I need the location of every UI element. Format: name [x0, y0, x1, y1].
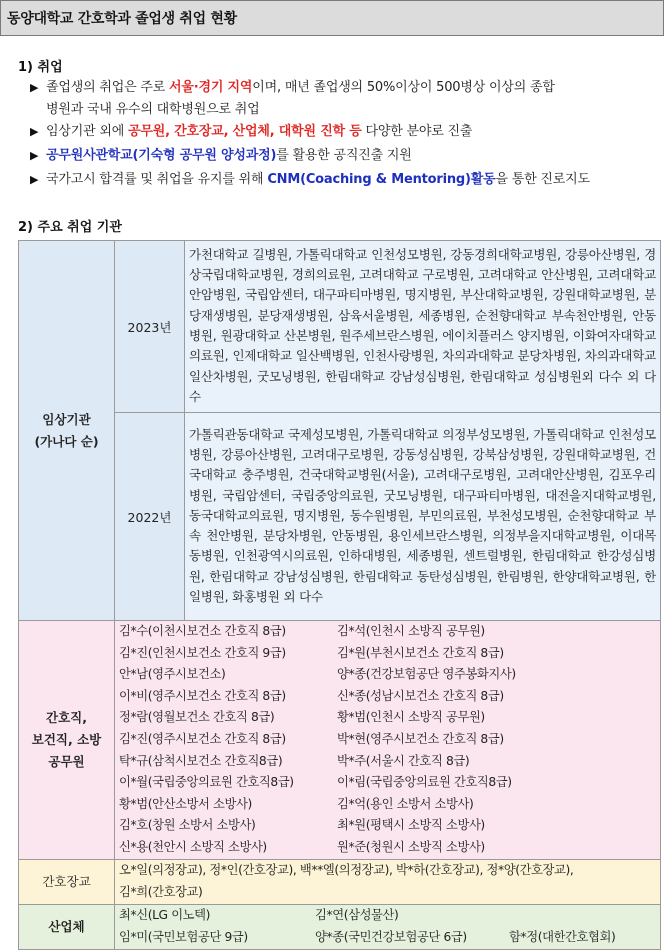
clinical-category: 임상기관 (가나다 순) — [19, 241, 115, 621]
list-item: 김*석(인천시 소방직 공무원) — [337, 624, 485, 638]
bullet-2: ▶ 임상기관 외에 공무원, 간호장교, 산업체, 대학원 진학 등 다양한 분야로 진출 — [30, 121, 658, 143]
list-item: 이*월(국립중앙의료원 간호직8급) — [119, 775, 294, 790]
list-item: 김*원(부천시보건소 간호직 8급) — [337, 645, 504, 660]
list-item: 안*남(영주시보건소) — [119, 667, 226, 682]
list-item: 임*미(국민보험공단 9급) — [119, 929, 248, 944]
list-item: 정*람(영월보건소 간호직 8급) — [119, 710, 275, 725]
list-item: 황*범(안산소방서 소방사) — [119, 796, 252, 811]
bullet-1: ▶ 졸업생의 취업은 주로 서울·경기 지역이며, 매년 졸업생의 50%이상이 500병상 이상의 종합 병원과 국내 유수의 대학병원으로 취업 — [30, 77, 658, 121]
list-item: 박*현(영주시보건소 간호직 8급) — [337, 731, 504, 746]
list-item: 함*정(대한간호협회) — [509, 929, 616, 944]
list-item: 신*종(성남시보건소 간호직 8급) — [337, 688, 504, 703]
list-item: 김*연(삼성물산) — [315, 908, 399, 923]
hospitals-2023: 가천대학교 길병원, 가톨릭대학교 인천성모병원, 강동경희대학교병원, 강릉아산병원, 경상국립대학교병원, 경희의료원, 고려대학교 구로병원, 고려대학교 안산병원, 고려대학교 안암병원, 국립암센터, 대구파티마병원, 명지병원, 부산대학교병원, 강원대학교병원, 분당재생병원, 분당재생병원, 삼육서울병원, 세종병원, 순천향대학교 부속천안병원, 안동병원, 원광대학교 산본병원, 원주세브란스병원, 에이치플러스 양지병원, 이화여자대학교 의료원, 인제대학교 일산백병원, 인천사랑병원, 차의과대학교 분당차병원, 차의과대학교 일산차병원, 굿모닝병원, 한림대학교 강남성심병원, 한림대학교 성심병원외 다수 외 다수 — [185, 241, 661, 413]
page-title: 동양대학교 간호학과 졸업생 취업 현황 — [7, 11, 237, 27]
list-item: 양*종(국민건강보험공단 6급) — [315, 929, 467, 944]
list-item: 김*호(창원 소방서 소방사) — [119, 818, 256, 833]
military-category: 간호장교 — [19, 859, 115, 904]
bullet-4: ▶ 국가고시 합격률 및 취업을 유지를 위해 CNM(Coaching & Mentoring)활동을 통한 진로지도 — [30, 169, 658, 191]
bullet-arrow-icon: ▶ — [30, 125, 39, 138]
list-item: 김*억(용인 소방서 소방사) — [337, 796, 474, 811]
header-bar — [0, 0, 664, 36]
hospitals-2022: 가톨릭관동대학교 국제성모병원, 가톨릭대학교 의정부성모병원, 가톨릭대학교 인천성모병원, 강릉아산병원, 고려대구로병원, 강동성심병원, 강북삼성병원, 강원대학교병원, 건국대학교 충주병원, 건국대학교병원(서울), 고려대구로병원, 고려대안산병원, 김포우리병원, 국립암센터, 국립중앙의료원, 굿모닝병원, 대구파티마병원, 대전을지대학교병원, 동국대학교의료원, 명지병원, 동수원병원, 부민의료원, 부천성모병원, 순천향대학교 부속 천안병원, 분당차병원, 안동병원, 용인세브란스병원, 의정부을지대학교병원, 이대목동병원, 인천광역시의료원, 인하대병원, 세종병원, 센트럴병원, 한림대학교 한강성심병원, 한림대학교 강남성심병원, 한림대학교 동탄성심병원, 한림병원, 한양대학교병원, 한일병원, 화홍병원 외 다수 — [185, 413, 661, 621]
bullet-arrow-icon: ▶ — [30, 81, 39, 94]
employment-table — [18, 240, 661, 950]
list-item: 이*비(영주시보건소 간호직 8급) — [119, 688, 286, 703]
year-2022: 2022년 — [115, 413, 185, 621]
bullet-3: ▶ 공무원사관학교(기숙형 공무원 양성과정)를 활용한 공직진출 지원 — [30, 145, 658, 167]
list-item: 이*림(국립중앙의료원 간호직8급) — [337, 775, 512, 790]
public-category: 간호직, 보건직, 소방 공무원 — [19, 621, 115, 860]
list-item: 최*신(LG 이노텍) — [119, 908, 211, 923]
list-item: 김*수(이천시보건소 간호직 8급) — [119, 624, 286, 638]
bullet-arrow-icon: ▶ — [30, 149, 39, 162]
industry-category: 산업체 — [19, 904, 115, 949]
list-item: 김*진(인천시보건소 간호직 9급) — [119, 645, 286, 660]
bullet-1-continuation: 병원과 국내 유수의 대학병원으로 취업 — [46, 102, 260, 117]
list-item: 최*원(평택시 소방직 소방사) — [337, 818, 485, 833]
year-2023: 2023년 — [115, 241, 185, 413]
list-item: 원*준(청원시 소방직 소방사) — [337, 839, 485, 854]
public-list — [115, 621, 661, 860]
military-list: 오*일(의정장교), 정*인(간호장교), 백**엘(의정장교), 박*하(간호장교), 정*양(간호장교), 김*희(간호장교) — [115, 859, 661, 904]
bullet-arrow-icon: ▶ — [30, 173, 39, 186]
list-item: 양*종(건강보험공단 영주봉화지사) — [337, 667, 516, 682]
list-item: 김*진(영주시보건소 간호직 8급) — [119, 731, 286, 746]
list-item: 신*용(천안시 소방직 소방사) — [119, 839, 267, 854]
list-item: 황*범(인천시 소방직 공무원) — [337, 710, 485, 725]
list-item: 박*주(서울시 간호직 8급) — [337, 753, 470, 768]
section-1-title: 1) 취업 — [18, 60, 63, 75]
section-2-title: 2) 주요 취업 기관 — [18, 220, 122, 235]
list-item: 탁*규(삼척시보건소 간호직8급) — [119, 753, 283, 768]
industry-list — [115, 904, 661, 949]
